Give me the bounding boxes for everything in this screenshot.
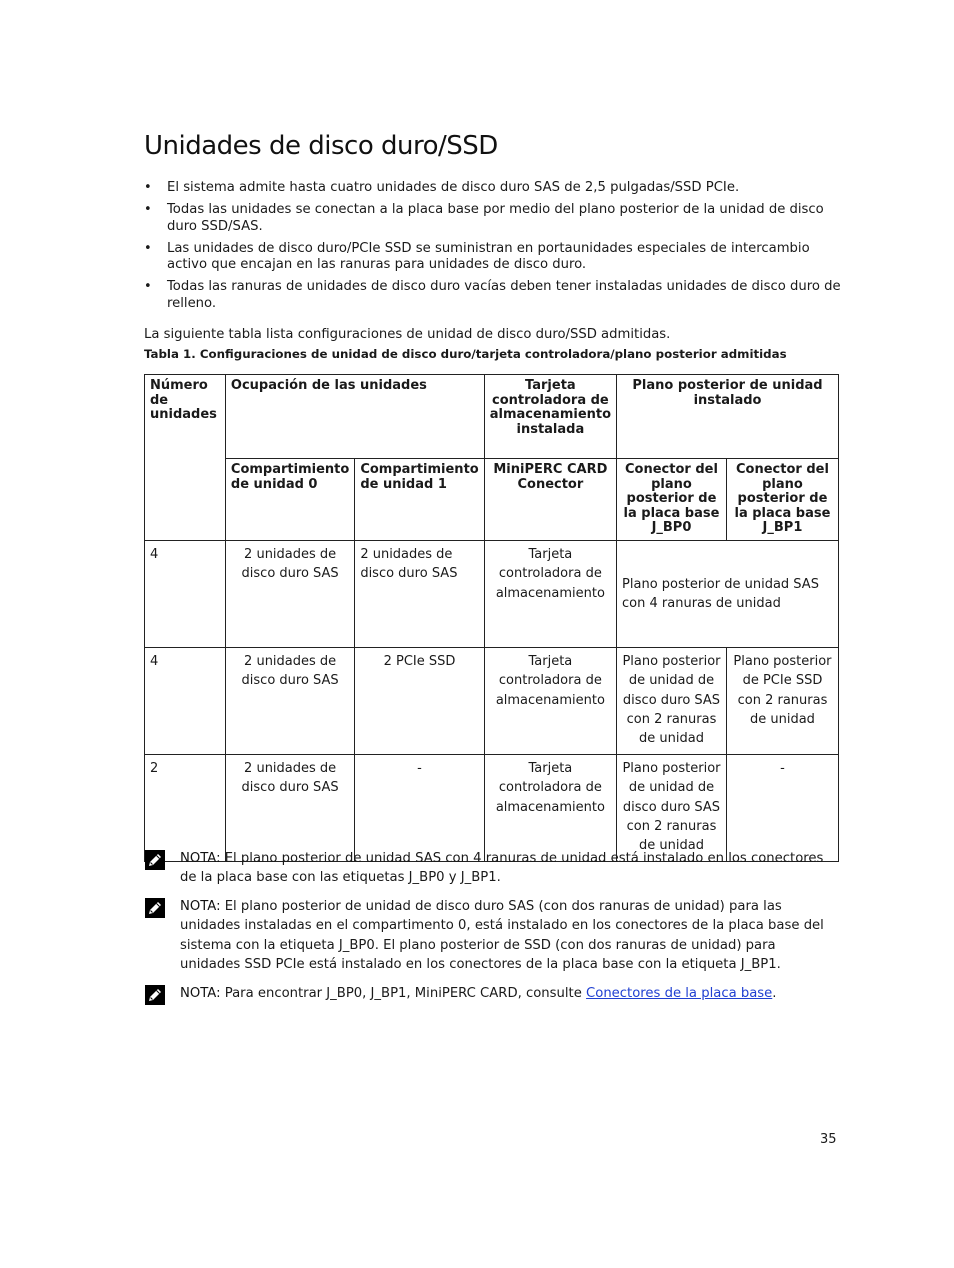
- cell-backplane-merged: Plano posterior de unidad SAS con 4 ranuras de unidad: [617, 540, 839, 647]
- header-controller: Tarjeta controladora de almacenamiento instalada: [484, 375, 616, 459]
- pencil-note-icon: [144, 849, 166, 871]
- header-miniperc: MiniPERC CARD Conector: [484, 459, 616, 541]
- cell-bay1: 2 unidades de disco duro SAS: [355, 540, 484, 647]
- header-bay1: Compartimiento de unidad 1: [355, 459, 484, 541]
- header-occupancy: Ocupación de las unidades: [225, 375, 484, 459]
- cell-controller: Tarjeta controladora de almacenamiento: [484, 754, 616, 861]
- note-text: NOTA: El plano posterior de unidad de disco duro SAS (con dos ranuras de unidad) para las unidades instaladas en el compartimento 0, está instalado en los conectores de la placa base del sistema con la etiqueta J_BP0. El plano posterior de SSD (con dos ranuras de unidad) para unidades SSD PCIe está instalado en los conectores de la placa base con la etiqueta J_BP1.: [180, 899, 824, 972]
- cell-bay1: 2 PCIe SSD: [355, 647, 484, 754]
- header-num-drives: Número de unidades: [145, 375, 226, 541]
- list-item: • Las unidades de disco duro/PCIe SSD se suministran en portaunidades especiales de intercambio activo que encajan en las ranuras para unidades de disco duro.: [144, 240, 810, 272]
- cell-bay0: 2 unidades de disco duro SAS: [225, 647, 354, 754]
- page-number: 35: [820, 1132, 837, 1147]
- note-text: NOTA: El plano posterior de unidad SAS con 4 ranuras de unidad está instalado en los conectores de la placa base con las etiquetas J_BP0 y J_BP1.: [180, 851, 824, 886]
- header-bp1: Conector del plano posterior de la placa base J_BP1: [726, 459, 838, 541]
- note-text: NOTA: Para encontrar J_BP0, J_BP1, MiniPERC CARD, consulte Conectores de la placa base.: [180, 986, 777, 1001]
- cell-bp1: -: [726, 754, 838, 861]
- note-label: NOTA:: [180, 899, 221, 914]
- bullet-dot: •: [144, 180, 152, 195]
- bullet-list: [144, 180, 844, 318]
- cell-bp1: Plano posterior de PCIe SSD con 2 ranuras de unidad: [726, 647, 838, 754]
- table-header-row: [145, 375, 839, 459]
- intro-paragraph: La siguiente tabla lista configuraciones de unidad de disco duro/SSD admitidas.: [144, 327, 671, 342]
- table-row: [145, 754, 839, 861]
- page-title: Unidades de disco duro/SSD: [144, 131, 498, 161]
- cell-bay0: 2 unidades de disco duro SAS: [225, 540, 354, 647]
- cell-num: 2: [145, 754, 226, 861]
- note-block: [144, 849, 839, 888]
- note-block: [144, 984, 839, 1003]
- table-subheader-row: [145, 459, 839, 541]
- header-backplane: Plano posterior de unidad instalado: [617, 375, 839, 459]
- table-row: [145, 540, 839, 647]
- cell-bp0: Plano posterior de unidad de disco duro SAS con 2 ranuras de unidad: [617, 647, 727, 754]
- bullet-dot: •: [144, 240, 152, 256]
- note-block: [144, 897, 839, 974]
- bullet-dot: •: [144, 202, 152, 217]
- cell-bay1: -: [355, 754, 484, 861]
- cell-bay0: 2 unidades de disco duro SAS: [225, 754, 354, 861]
- cell-controller: Tarjeta controladora de almacenamiento: [484, 647, 616, 754]
- header-bay0: Compartimiento de unidad 0: [225, 459, 354, 541]
- list-item: • El sistema admite hasta cuatro unidades de disco duro SAS de 2,5 pulgadas/SSD PCIe.: [144, 180, 740, 195]
- configuration-table: [144, 374, 839, 862]
- pencil-note-icon: [144, 984, 166, 1006]
- table-row: [145, 647, 839, 754]
- table-caption: Tabla 1. Configuraciones de unidad de disco duro/tarjeta controladora/plano posterior admitidas: [144, 347, 787, 361]
- cell-num: 4: [145, 647, 226, 754]
- note-label: NOTA:: [180, 851, 221, 866]
- pencil-note-icon: [144, 897, 166, 919]
- list-item: • Todas las unidades se conectan a la placa base por medio del plano posterior de la unidad de disco duro SSD/SAS.: [144, 202, 824, 234]
- motherboard-connectors-link[interactable]: Conectores de la placa base: [586, 986, 773, 1001]
- cell-num: 4: [145, 540, 226, 647]
- cell-controller: Tarjeta controladora de almacenamiento: [484, 540, 616, 647]
- header-bp0: Conector del plano posterior de la placa base J_BP0: [617, 459, 727, 541]
- bullet-dot: •: [144, 279, 152, 294]
- cell-bp0: Plano posterior de unidad de disco duro SAS con 2 ranuras de unidad: [617, 754, 727, 861]
- note-label: NOTA:: [180, 986, 221, 1001]
- list-item: • Todas las ranuras de unidades de disco duro vacías deben tener instaladas unidades de disco duro de relleno.: [144, 279, 841, 311]
